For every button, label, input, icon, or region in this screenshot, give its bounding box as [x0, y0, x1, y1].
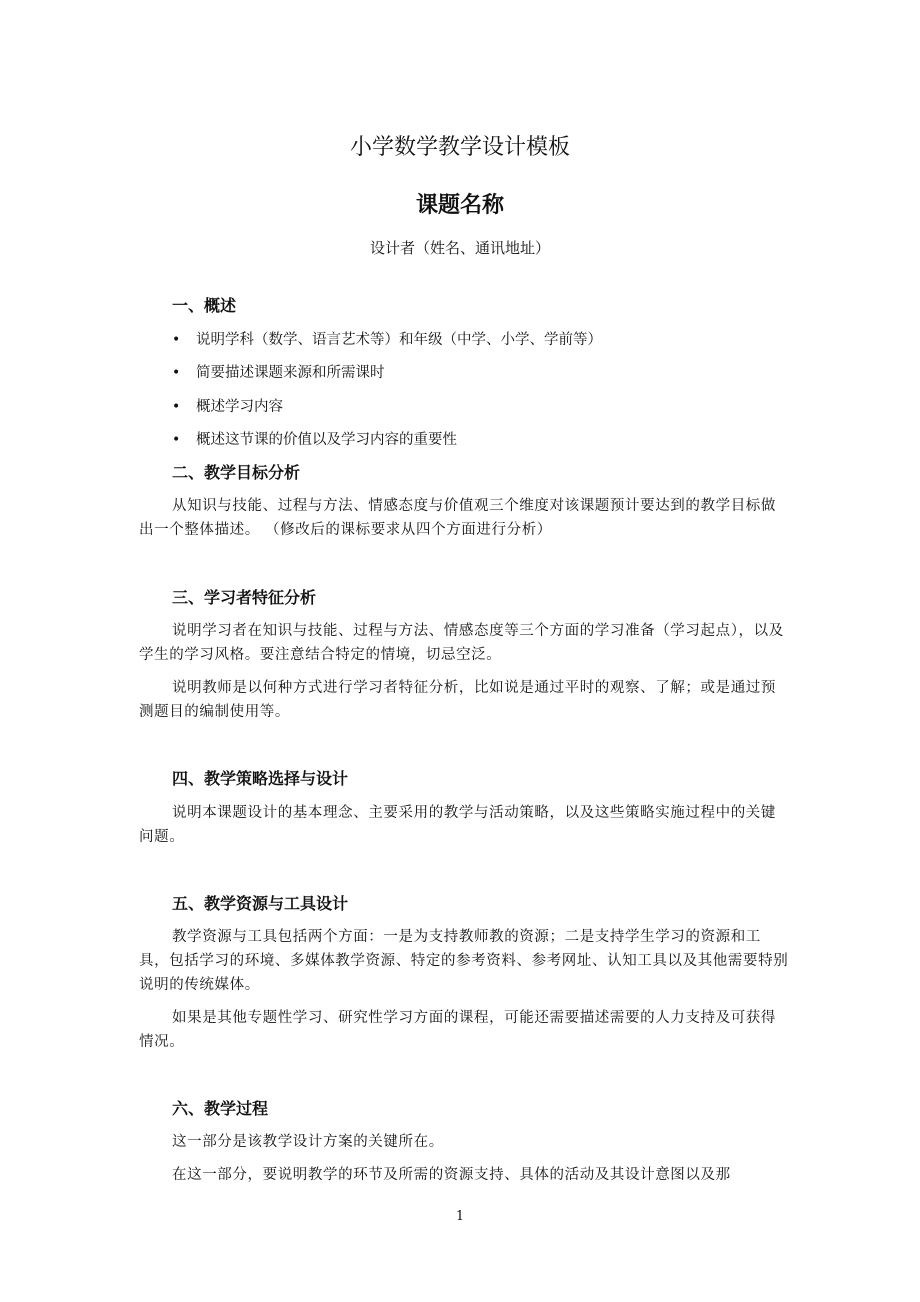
paragraph: 如果是其他专题性学习、研究性学习方面的课程，可能还需要描述需要的人力支持及可获得情况。 [139, 1010, 776, 1050]
paragraph: 从知识与技能、过程与方法、情感态度与价值观三个维度对该课题预计要达到的教学目标做出一个整体描述。 （修改后的课标要求从四个方面进行分析） [139, 498, 776, 538]
section-heading-strategy: 四、教学策略选择与设计 [172, 769, 349, 788]
list-item: • 概述学习内容 [172, 396, 283, 418]
paragraph: 说明教师是以何种方式进行学习者特征分析，比如说是通过平时的观察、了解；或是通过预测题目的编制使用等。 [139, 680, 776, 720]
section-heading-learner-analysis: 三、学习者特征分析 [172, 588, 317, 607]
paragraph: 这一部分是该教学设计方案的关键所在。 [172, 1134, 444, 1150]
section-heading-objectives: 二、教学目标分析 [172, 463, 301, 482]
section-heading-overview: 一、概述 [172, 296, 237, 315]
paragraph: 说明学习者在知识与技能、过程与方法、情感态度等三个方面的学习准备（学习起点），以及学生的学习风格。要注意结合特定的情境，切忌空泛。 [139, 623, 784, 663]
bullet-dot-icon: • [172, 365, 181, 381]
paragraph: 说明本课题设计的基本理念、主要采用的教学与活动策略，以及这些策略实施过程中的关键问题。 [139, 805, 776, 845]
section-heading-process: 六、教学过程 [172, 1099, 269, 1118]
document-title: 小学数学教学设计模板 [349, 135, 570, 160]
section-heading-resources: 五、教学资源与工具设计 [172, 894, 349, 913]
lesson-title: 课题名称 [415, 193, 504, 218]
bullet-dot-icon: • [172, 399, 181, 415]
list-item: • 概述这节课的价值以及学习内容的重要性 [172, 429, 457, 451]
paragraph: 教学资源与工具包括两个方面：一是为支持教师教的资源；二是支持学生学习的资源和工具，包括学习的环境、多媒体教学资源、特定的参考资料、参考网址、认知工具以及其他需要特别说明的传统媒体。 [139, 929, 789, 993]
bullet-dot-icon: • [172, 332, 181, 348]
paragraph: 在这一部分，要说明教学的环节及所需的资源支持、具体的活动及其设计意图以及那 [172, 1167, 731, 1183]
list-item: • 简要描述课题来源和所需课时 [172, 362, 385, 384]
bullet-dot-icon: • [172, 432, 181, 448]
list-item: • 说明学科（数学、语言艺术等）和年级（中学、小学、学前等） [172, 329, 602, 351]
page-number: 1 [455, 1209, 465, 1224]
author-line: 设计者（姓名、通讯地址） [369, 239, 550, 257]
